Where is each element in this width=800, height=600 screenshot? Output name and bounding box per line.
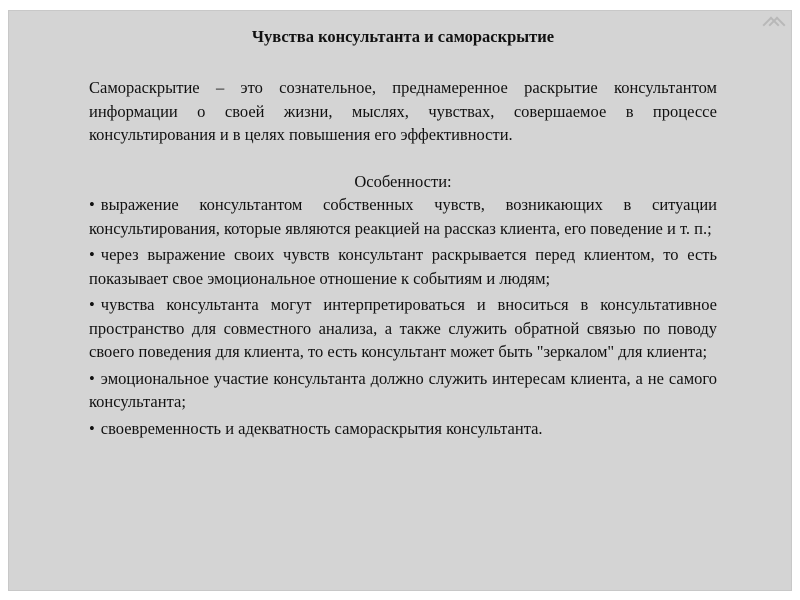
list-item-text: выражение консультантом собственных чувств, возникающих в ситуации консультирования, которые являются реакцией на рассказ клиента, его поведение и т. п.; (89, 195, 717, 238)
features-list (89, 193, 717, 440)
list-item (89, 367, 717, 414)
list-item (89, 417, 717, 441)
features-heading: Особенности: (354, 171, 452, 191)
list-item-text: своевременность и адекватность самораскрытия консультанта. (100, 418, 543, 438)
slide-title: Чувства консультанта и самораскрытие (251, 27, 555, 46)
bullet-icon: • (89, 418, 95, 438)
slide (9, 11, 791, 590)
list-item (89, 293, 717, 364)
list-item-text: эмоциональное участие консультанта должно служить интересам клиента, а не самого консультанта; (89, 368, 717, 411)
definition-paragraph: Самораскрытие – это сознательное, преднамеренное раскрытие консультантом информации о своей жизни, мыслях, чувствах, совершаемое в процессе консультирования и в целях повышения его эффективности. (89, 78, 717, 144)
slide-content (89, 25, 717, 443)
bullet-icon: • (89, 245, 95, 264)
list-item-text: чувства консультанта могут интерпретироваться и вноситься в консультативное пространство для совместного анализа, а также служить обратной связью по поводу своего поведения для клиента, то есть консультант может быть "зеркалом" для клиента; (89, 295, 717, 361)
bullet-icon: • (89, 195, 95, 214)
list-item (89, 243, 717, 290)
bullet-icon: • (89, 368, 95, 388)
bullet-icon: • (89, 295, 95, 314)
list-item-text: через выражение своих чувств консультант раскрывается перед клиентом, то есть показывает свое эмоциональное отношение к событиям и людям; (89, 245, 717, 288)
list-item (89, 193, 717, 240)
